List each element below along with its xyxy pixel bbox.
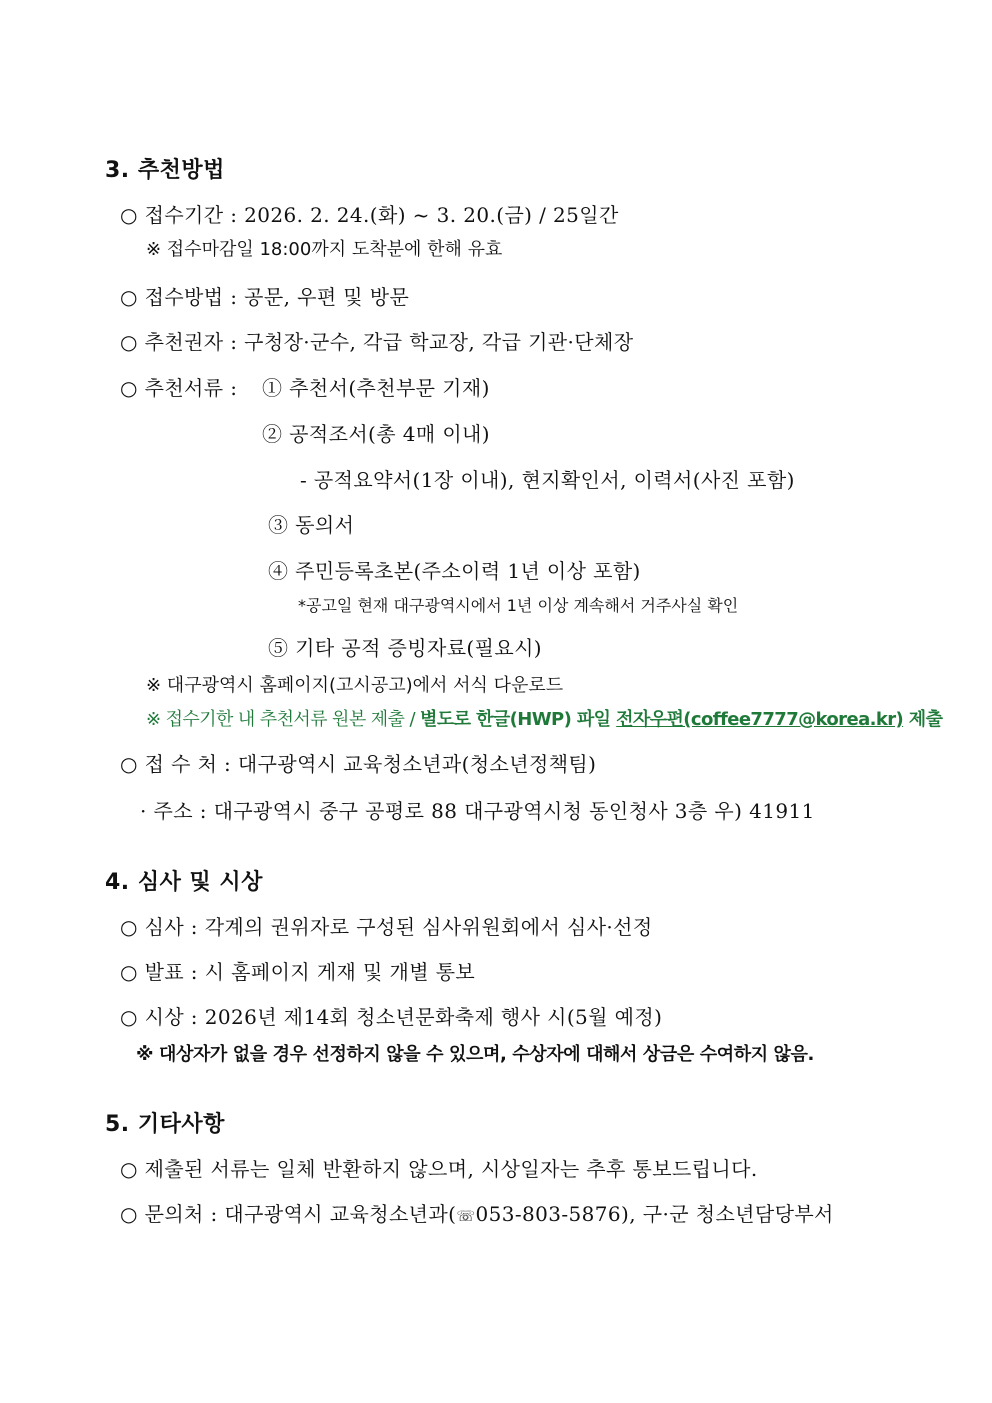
doc-item-2-sub: - 공적요약서(1장 이내), 현지확인서, 이력서(사진 포함) [300,468,795,492]
doc-item-2: ② 공적조서(총 4매 이내) [262,422,490,446]
section-5-title: 5. 기타사항 [105,1112,225,1137]
submit-note-part-1: ※ 접수기한 내 추천서류 원본 제출 / [146,709,421,730]
award-note: ※ 대상자가 없을 경우 선정하지 않을 수 있으며, 수상자에 대해서 상금은 수여하지 않음. [136,1044,814,1065]
award-line: ○ 시상 : 2026년 제14회 청소년문화축제 행사 시(5월 예정) [120,1005,663,1029]
announce-line: ○ 발표 : 시 홈페이지 게재 및 개별 통보 [120,960,476,984]
office-line: ○ 접 수 처 : 대구광역시 교육청소년과(청소년정책팀) [120,752,597,776]
download-note: ※ 대구광역시 홈페이지(고시공고)에서 서식 다운로드 [146,675,564,696]
doc-item-3: ③ 동의서 [268,513,355,537]
section-4-title: 4. 심사 및 시상 [105,870,263,895]
period-note: ※ 접수마감일 18:00까지 도착분에 한해 유효 [146,239,503,260]
submit-note [146,705,942,731]
return-line: ○ 제출된 서류는 일체 반환하지 않으며, 시상일자는 추후 통보드립니다. [120,1157,758,1181]
contact-line [120,1198,834,1227]
phone-icon: ☏ [456,1207,476,1225]
doc-item-1: ① 추천서(추천부문 기재) [262,376,490,400]
method-line: ○ 접수방법 : 공문, 우편 및 방문 [120,285,410,309]
doc-item-5: ⑤ 기타 공적 증빙자료(필요시) [268,636,542,660]
email-link[interactable]: 전자우편(coffee7777@korea.kr) [616,709,904,730]
submit-note-part-2: 별도로 한글(HWP) 파일 [420,709,617,730]
recommender-line: ○ 추천권자 : 구청장·군수, 각급 학교장, 각급 기관·단체장 [120,330,634,354]
doc-item-4: ④ 주민등록초본(주소이력 1년 이상 포함) [268,559,641,583]
doc-item-4-note: *공고일 현재 대구광역시에서 1년 이상 계속해서 거주사실 확인 [298,596,739,615]
submit-note-part-4: 제출 [903,709,943,730]
docs-label: ○ 추천서류 : [120,376,238,400]
review-line: ○ 심사 : 각계의 권위자로 구성된 심사위원회에서 심사·선정 [120,915,653,939]
period-line: ○ 접수기간 : 2026. 2. 24.(화) ~ 3. 20.(금) / 25일간 [120,203,619,227]
contact-phone: 053-803-5876), 구·군 청소년담당부서 [475,1202,834,1226]
address-line: · 주소 : 대구광역시 중구 공평로 88 대구광역시청 동인청사 3층 우) 41911 [140,799,815,823]
contact-text: ○ 문의처 : 대구광역시 교육청소년과( [120,1202,457,1226]
section-3-title: 3. 추천방법 [105,158,225,183]
